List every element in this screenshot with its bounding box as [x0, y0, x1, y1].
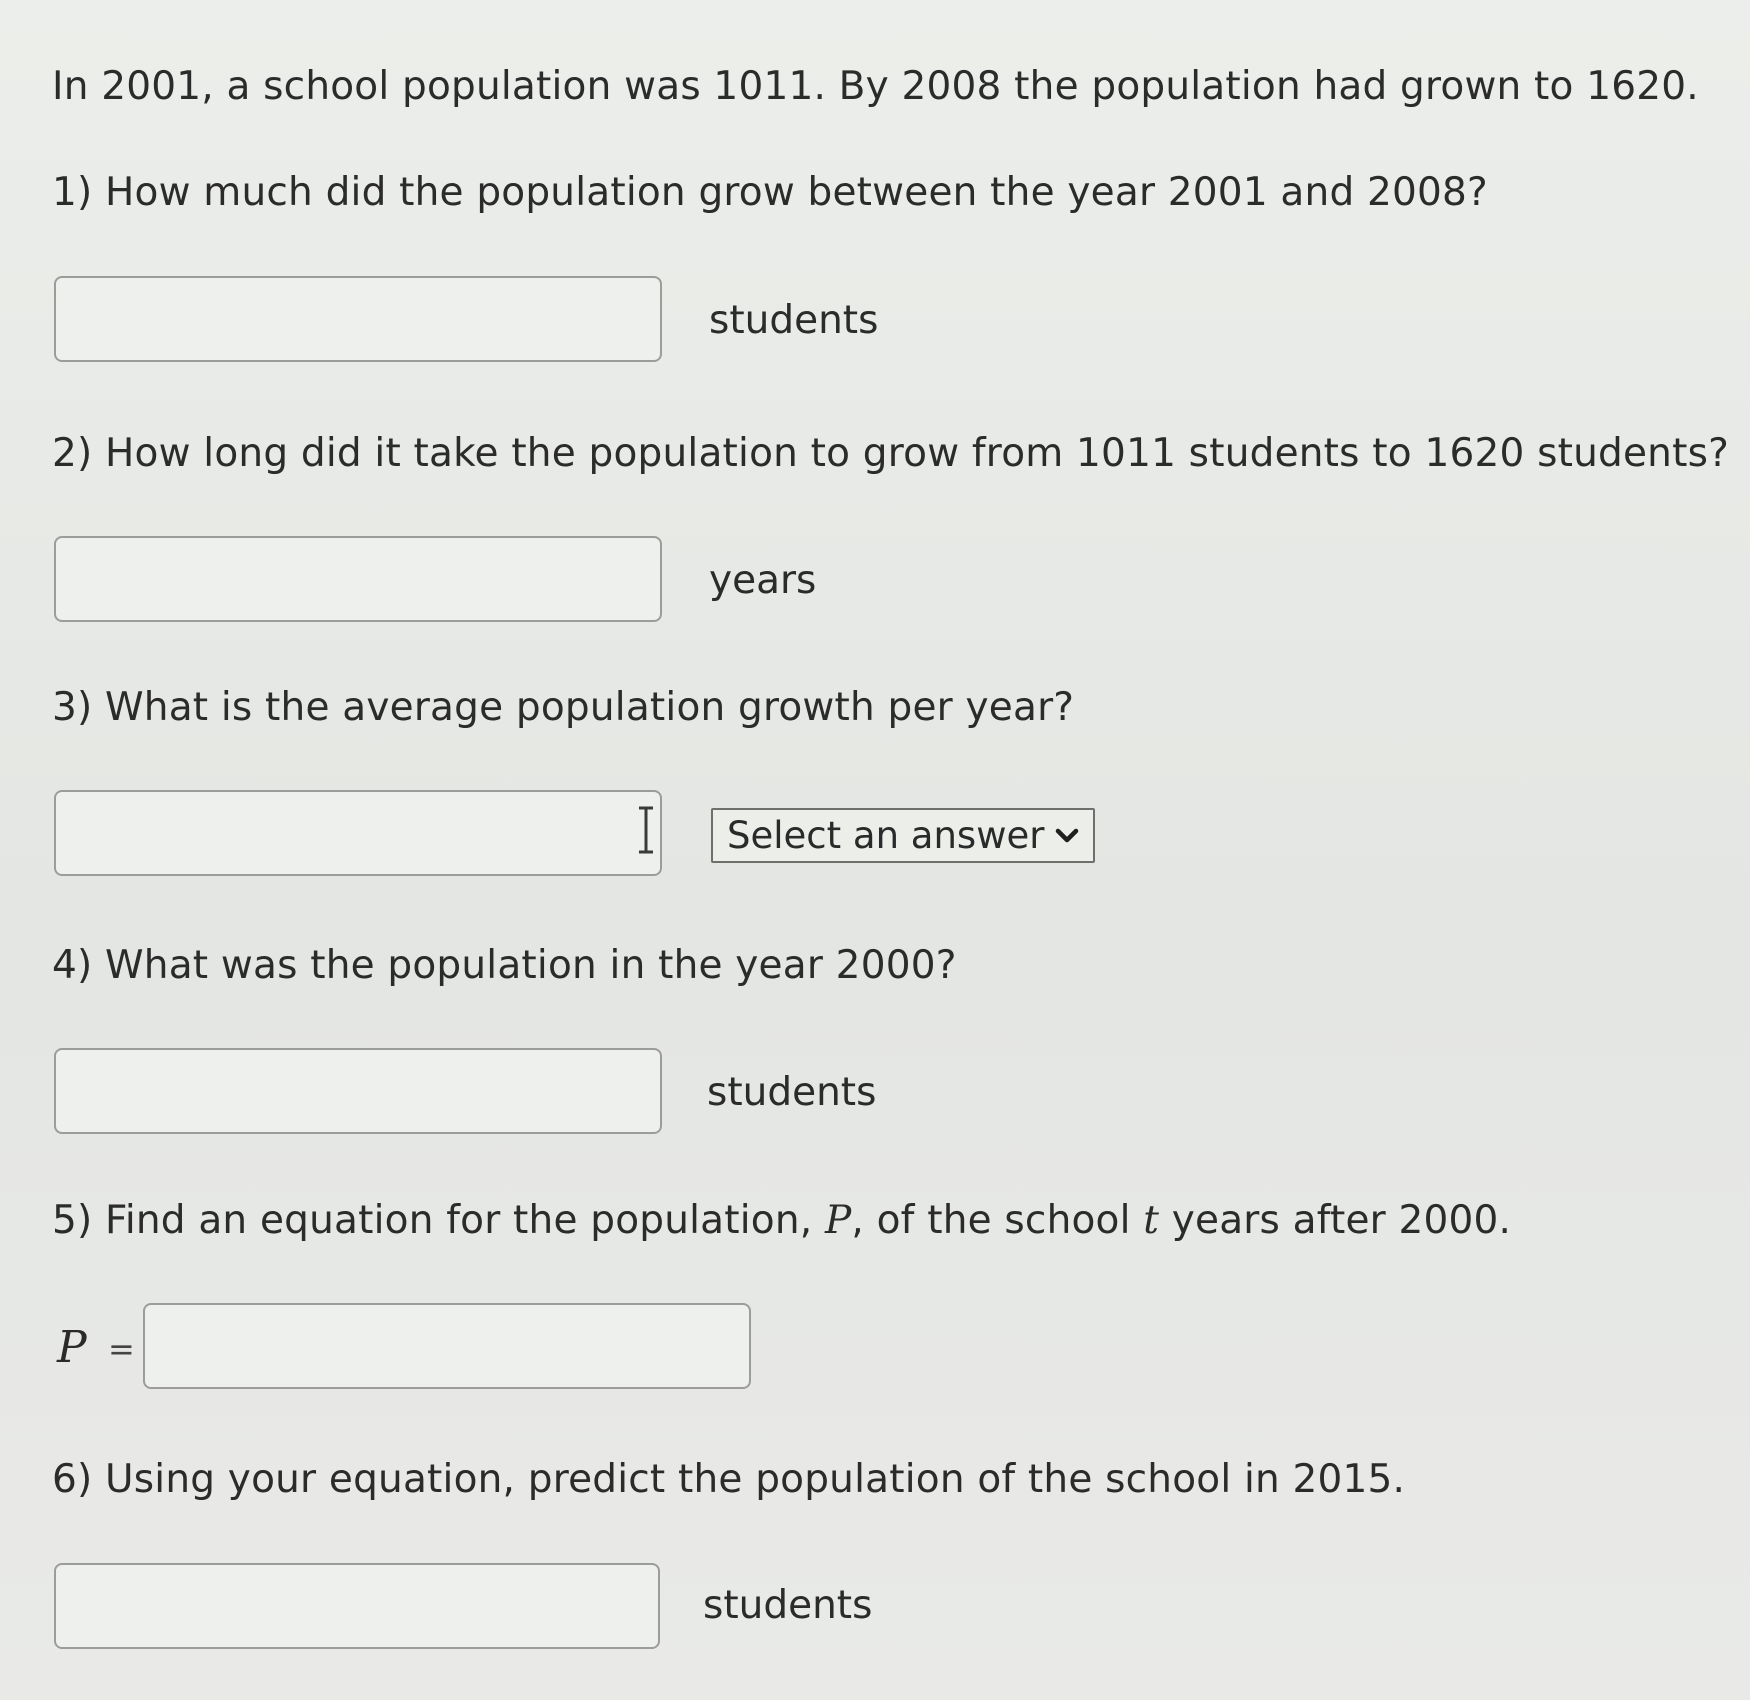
intro-text: In 2001, a school population was 1011. By 2008 the population had grown to 1620. — [52, 64, 1699, 109]
question-5-text-mid: , of the school — [851, 1198, 1144, 1243]
equation-equals-sign: = — [108, 1330, 135, 1368]
variable-p: P — [824, 1198, 852, 1243]
variable-t: t — [1143, 1198, 1160, 1243]
text-cursor-icon — [636, 806, 656, 854]
question-1-text: 1) How much did the population grow between the year 2001 and 2008? — [52, 170, 1488, 215]
question-4-text: 4) What was the population in the year 2000? — [52, 943, 957, 988]
answer-2-input[interactable] — [54, 536, 662, 622]
unit-select-dropdown[interactable] — [711, 808, 1095, 863]
equation-input[interactable] — [143, 1303, 751, 1389]
unit-select-value: Select an answer — [727, 814, 1045, 857]
answer-6-input[interactable] — [54, 1563, 660, 1649]
answer-4-unit: students — [707, 1070, 877, 1115]
question-5-text — [52, 1198, 1511, 1244]
question-6-text: 6) Using your equation, predict the population of the school in 2015. — [52, 1457, 1406, 1502]
answer-3-input[interactable] — [54, 790, 662, 876]
answer-1-input[interactable] — [54, 276, 662, 362]
question-3-text: 3) What is the average population growth per year? — [52, 685, 1075, 730]
answer-1-unit: students — [709, 298, 879, 343]
answer-4-input[interactable] — [54, 1048, 662, 1134]
chevron-down-icon — [1053, 810, 1081, 861]
question-2-text: 2) How long did it take the population to grow from 1011 students to 1620 students? — [52, 431, 1729, 476]
question-5-text-start: 5) Find an equation for the population, — [52, 1198, 825, 1243]
answer-6-unit: students — [703, 1583, 873, 1628]
equation-label-p: P — [57, 1322, 87, 1373]
question-5-text-end: years after 2000. — [1159, 1198, 1512, 1243]
answer-2-unit: years — [709, 558, 817, 603]
